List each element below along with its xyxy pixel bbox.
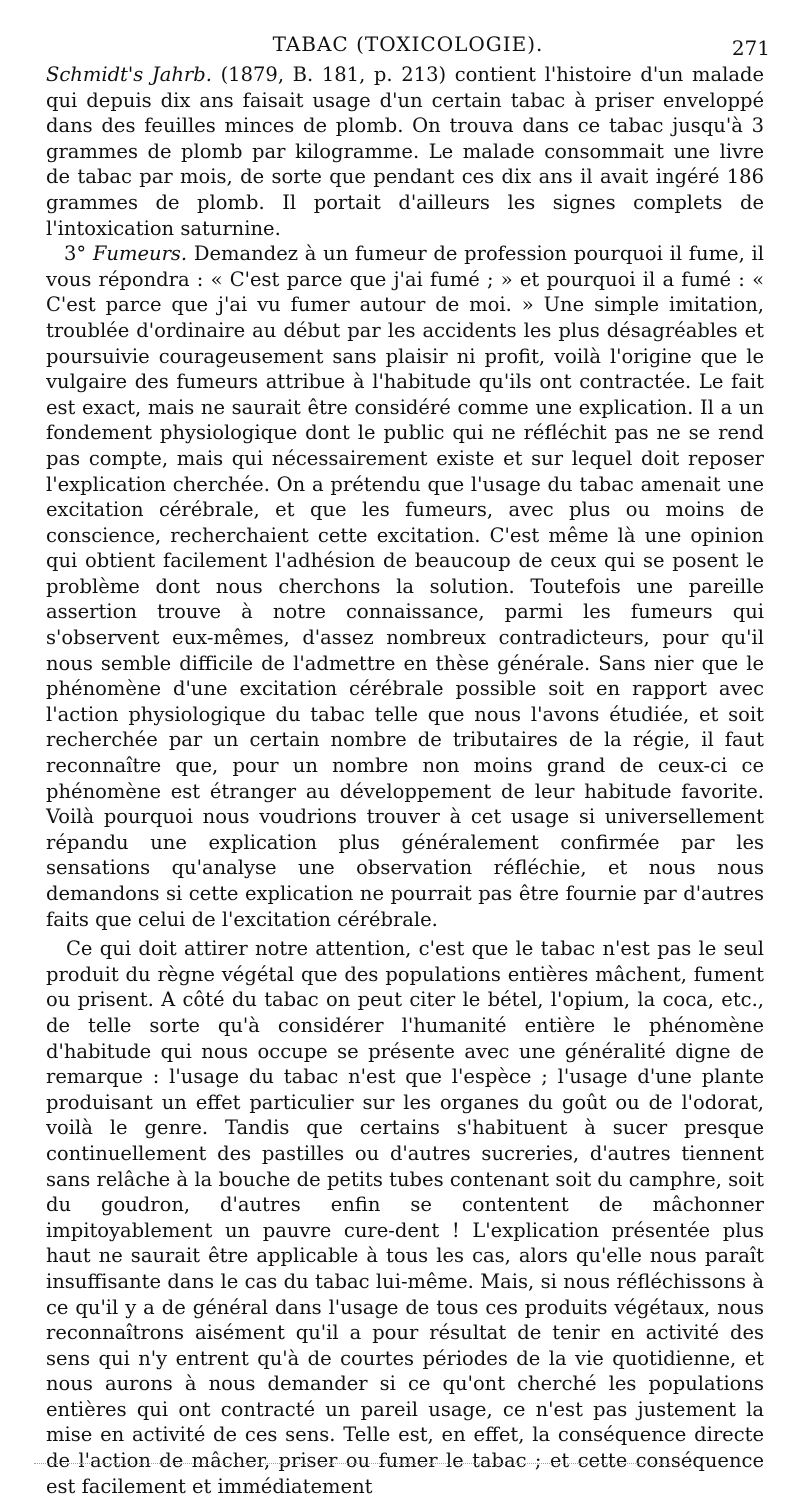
paragraph-schmidt [46,62,764,241]
paragraph-attention [46,936,764,1499]
paragraph-text: Demandez à un fumeur de profession pourquoi il fume, il vous répondra : « C'est parce que j'ai fumé ; » et pourquoi il a fumé : « C'est parce que j'ai vu fumer autour de moi. » Une simple imitation, troublée d'ordinaire au début par les accidents les plus désagréables et poursuivie courageusement sans plaisir ni profit, voilà l'origine que le vulgaire des fumeurs attribue à l'habitude qu'ils ont contractée. Le fait est exact, mais ne saurait être considéré comme une explication. Il a un fondement physiologique dont le public qui ne réfléchit pas ne se rend pas compte, mais qui nécessairement existe et sur lequel doit reposer l'explication cherchée. On a prétendu que l'usage du tabac amenait une excitation cérébrale, et que les fumeurs, avec plus ou moins de conscience, recherchaient cette excitation. C'est même là une opinion qui obtient facilement l'adhésion de beaucoup de ceux qui se posent le problème dont nous cherchons la solution. Toutefois une pareille assertion trouve à notre connaissance, parmi les fumeurs qui s'observent eux-mêmes, d'assez nombreux contradicteurs, pour qu'il nous semble difficile de l'admettre en thèse générale. Sans nier que le phénomène d'une excitation cérébrale possible soit en rapport avec l'action physiologique du tabac telle que nous l'avons étudiée, et soit recherchée par un certain nombre de tributaires de la régie, il faut reconnaître que, pour un nombre non moins grand de ceux-ci ce phénomène est étranger au développement de leur habitude favorite. Voilà pourquoi nous voudrions trouver à cet usage si universellement répandu une explication plus généralement confirmée par les sensations qu'analyse une observation réfléchie, et nous nous demandons si cette explication ne pourrait pas être fournie par d'autres faits que celui de l'excitation cérébrale. [46,242,765,931]
section-number: 3° [64,242,93,266]
section-heading: Fumeurs. [92,242,188,266]
header-title: TABAC (TOXICOLOGIE). [272,32,544,56]
running-header [46,32,770,62]
citation-title: Schmidt's Jahrb. [46,63,212,86]
paragraph-text: Ce qui doit attirer notre attention, c'est que le tabac n'est pas le seul produit du règne végétal que des populations entières mâchent, fument ou prisent. A côté du tabac on peut citer le bétel, l'opium, la coca, etc., de telle sorte qu'à considérer l'humanité entière le phénomène d'habitude qui nous occupe se présente avec une généralité digne de remarque : l'usage du tabac n'est que l'espèce ; l'usage d'une plante produisant un effet particulier sur les organes du goût ou de l'odorat, voilà le genre. Tandis que certains s'habituent à sucer presque continuellement des pastilles ou d'autres sucreries, d'autres tiennent sans relâche à la bouche de petits tubes contenant soit du camphre, soit du goudron, d'autres enfin se contentent de mâchonner impitoyablement un pauvre cure-dent ! L'explication présentée plus haut ne saurait être applicable à tous les cas, alors qu'elle nous paraît insuffisante dans le cas du tabac lui-même. Mais, si nous réfléchissons à ce qu'il y a de général dans l'usage de tous ces produits végétaux, nous reconnaîtrons aisément qu'il a pour résultat de tenir en activité des sens qui n'y entrent qu'à de courtes périodes de la vie quotidienne, et nous aurons à nous demander si ce qu'ont cherché les populations entières qui ont contracté un pareil usage, ce n'est pas justement la mise en activité de ces sens. Telle est, en effet, la conséquence directe de l'action de mâcher, priser ou fumer le tabac ; et cette conséquence est facilement et immédiatement [46,937,764,1498]
paragraph-fumeurs [46,241,764,932]
paragraph-text: (1879, B. 181, p. 213) contient l'histoire d'un malade qui depuis dix ans faisait usage d'un certain tabac à priser enveloppé dans des feuilles minces de plomb. On trouva dans ce tabac jusqu'à 3 grammes de plomb par kilogramme. Le malade consommait une livre de tabac par mois, de sorte que pendant ces dix ans il avait ingéré 186 grammes de plomb. Il portait d'ailleurs les signes complets de l'intoxication saturnine. [46,63,764,240]
page-number: 271 [731,36,770,60]
body-text [46,62,764,1499]
footer-dotted-rule [34,1463,684,1464]
